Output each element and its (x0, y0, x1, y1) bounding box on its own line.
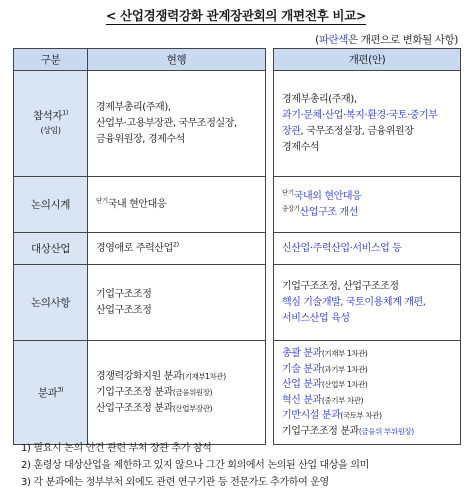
table-row-participants (14, 71, 461, 177)
header-current: 현행 (88, 49, 266, 71)
list-item: 산업 분과(산업부 1차관) (282, 379, 368, 390)
list-item: 기업구조조정 분과(금융위원장) (96, 386, 213, 398)
table-row-subcommittees (14, 341, 461, 445)
list-item: 혁신 분과(중기부 차관) (282, 394, 364, 406)
row-label-topics: 논의사항 (14, 265, 88, 341)
comparison-table (13, 48, 461, 445)
timing-reformed: $^{단기}$국내외 현안대응 $^{중장기}$산업구조 개선 (274, 177, 461, 233)
footnote-3: 3) 각 분과에는 정부부처 외에도 관련 연구기관 등 전문가도 추가하여 운영 (21, 477, 329, 488)
row-label-subcommittees: 분과$^{3)}$ (14, 341, 88, 445)
header-category: 구분 (14, 49, 88, 71)
timing-current: $^{단기}$국내 현안대응 (88, 177, 266, 233)
topics-current: 기업구조조정 산업구조조정 (88, 265, 266, 341)
subcommittees-current (88, 341, 266, 445)
document-title: < 산업경쟁력강화 관계장관회의 개편전후 비교> (105, 8, 367, 23)
subcommittees-reformed (274, 341, 461, 445)
topics-reformed: 기업구조조정, 산업구조조정 핵심 기술개발, 국토이용체계 개편, 서비스산업 육성 (274, 265, 461, 341)
legend-blue-word: 파란색 (318, 34, 349, 46)
industry-reformed: 신산업·주력산업·서비스업 등 (274, 233, 461, 265)
legend-note: (파란색은 개편으로 변화될 사항) (315, 34, 458, 46)
table-row-topics (14, 265, 461, 341)
row-label-industry: 대상산업 (14, 233, 88, 265)
list-item: 경쟁력강화지원 분과(기재부1차관) (96, 370, 226, 382)
header-reformed: 개편(안) (274, 49, 461, 71)
participants-reformed: 경제부총리(주재), 과기·문체·산업·복지·환경·국토·중기부 장관, 국무조정실장, 금융위원장 경제수석 (274, 71, 461, 177)
row-label-participants: 참석자$^{1)}$ (상임) (14, 71, 88, 177)
list-item: 기술 분과(과기부 1차관) (282, 363, 368, 375)
footnote-1: 1) 필요시 논의 안건 관련 부처 장관 추가 참석 (21, 443, 212, 454)
table-header-row (14, 49, 461, 71)
list-item: 총괄 분과(기재부 1차관) (282, 348, 368, 359)
participants-current: 경제부총리(주재), 산업부·고용부장관, 국무조정실장, 금융위원장, 경제수석 (88, 71, 266, 177)
list-item: 산업구조조정 분과(산업부장관) (96, 402, 213, 414)
list-item: 기업구조조정 분과(금융위 부위원장) (282, 425, 414, 437)
footnotes (21, 440, 369, 491)
footnote-2: 2) 훈령상 대상산업을 제한하고 있지 않으나 그간 회의에서 논의된 산업 대상을 의미 (21, 460, 369, 471)
table-row-timing (14, 177, 461, 233)
table-row-industry (14, 233, 461, 265)
row-label-timing: 논의시계 (14, 177, 88, 233)
industry-current: 경영애로 주력산업$^{2)}$ (88, 233, 266, 265)
list-item: 기반시설 분과(국토부 차관) (282, 410, 382, 421)
